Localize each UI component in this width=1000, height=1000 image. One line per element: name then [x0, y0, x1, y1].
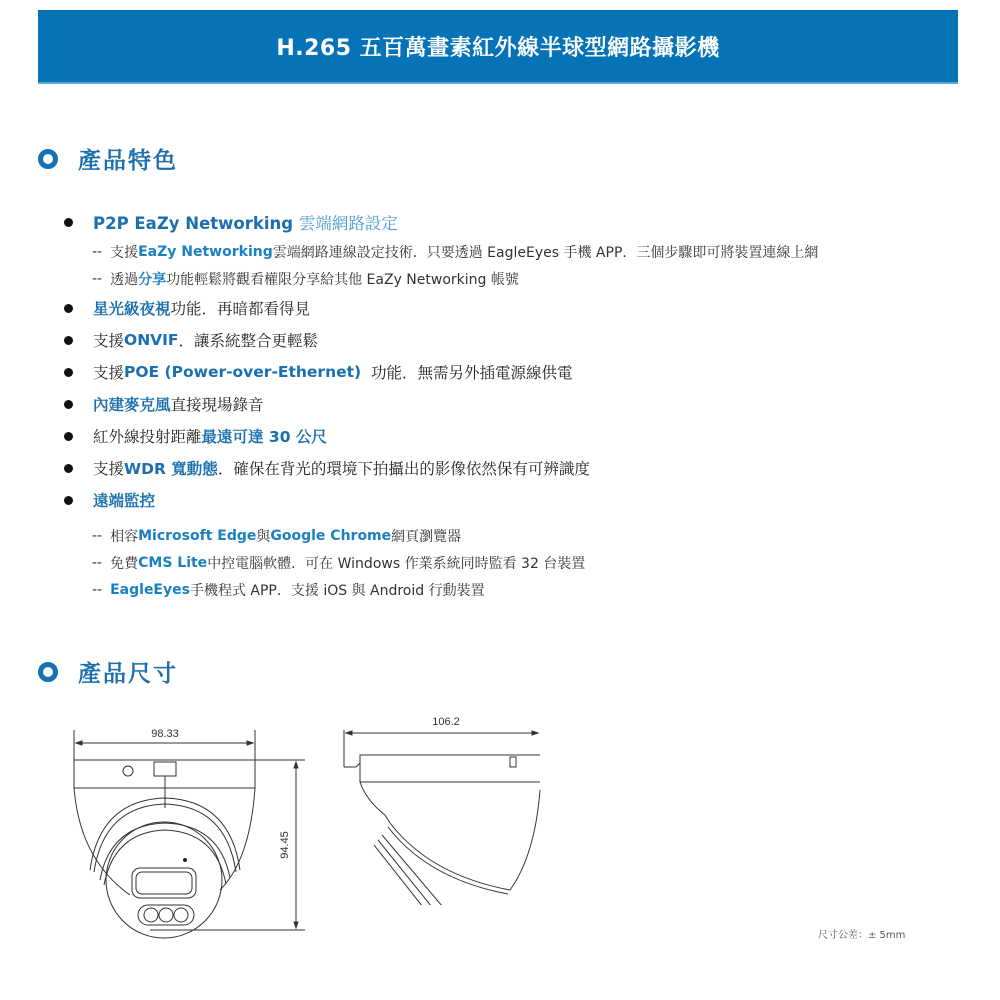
bullet-icon	[64, 496, 73, 505]
feature-item-microphone: 內建麥克風 直接現場錄音	[64, 388, 944, 420]
bullet-icon	[64, 464, 73, 473]
bullet-icon	[64, 432, 73, 441]
feature-item-night-vision: 星光級夜視 功能．再暗都看得見	[64, 292, 944, 324]
feature-item-wdr: 支援 WDR 寬動態 ．確保在背光的環境下拍攝出的影像依然保有可辨識度	[64, 452, 944, 484]
dimensions-section-title: 產品尺寸	[78, 661, 178, 687]
feature-item-onvif: 支援 ONVIF ．讓系統整合更輕鬆	[64, 324, 944, 356]
feature-list	[64, 206, 944, 603]
bullet-icon	[64, 400, 73, 409]
feature-subitem: -- EagleEyes 手機程式 APP．支援 iOS 與 Android 行動裝置	[92, 581, 485, 599]
camera-side-view-drawing	[330, 705, 550, 905]
feature-item-ir-distance: 紅外線投射距離 最遠可達 30 公尺	[64, 420, 944, 452]
feature-item-remote-monitoring: 遠端監控	[64, 484, 944, 516]
feature-subitem: -- 免費 CMS Lite 中控電腦軟體．可在 Windows 作業系統同時監看 32 台裝置	[92, 554, 586, 572]
bullet-icon	[64, 218, 73, 227]
feature-title-suffix: 雲端網路設定	[298, 214, 398, 233]
dimension-tolerance-note: 尺寸公差：± 5mm	[818, 930, 906, 941]
features-section-header	[38, 142, 178, 175]
feature-item-poe: 支援 POE (Power-over-Ethernet) 功能．無需另外插電源線供電	[64, 356, 944, 388]
bullet-icon	[64, 368, 73, 377]
page-title: H.265 五百萬畫素紅外線半球型網路攝影機	[276, 35, 720, 61]
bullet-icon	[64, 304, 73, 313]
feature-item-p2p	[64, 206, 944, 238]
feature-subitem: -- 支援 EaZy Networking 雲端網路連線設定技術．只要透過 EagleEyes 手機 APP．三個步驟即可將裝置連線上網	[92, 243, 819, 261]
ring-bullet-icon	[38, 662, 58, 682]
feature-title: P2P EaZy Networking	[93, 214, 294, 233]
svg-text:94.45: 94.45	[279, 831, 291, 859]
feature-subitem: -- 透過 分享 功能輕鬆將觀看權限分享給其他 EaZy Networking 帳號	[92, 270, 519, 288]
bullet-icon	[64, 336, 73, 345]
svg-text:106.2: 106.2	[432, 716, 460, 728]
dimensions-section-header	[38, 655, 178, 688]
svg-text:98.33: 98.33	[151, 728, 179, 740]
ring-bullet-icon	[38, 149, 58, 169]
camera-front-view-drawing	[60, 710, 320, 940]
title-banner	[38, 10, 958, 84]
feature-subitem: -- 相容 Microsoft Edge 與 Google Chrome 網頁瀏覽器	[92, 527, 462, 545]
features-section-title: 產品特色	[78, 148, 178, 174]
